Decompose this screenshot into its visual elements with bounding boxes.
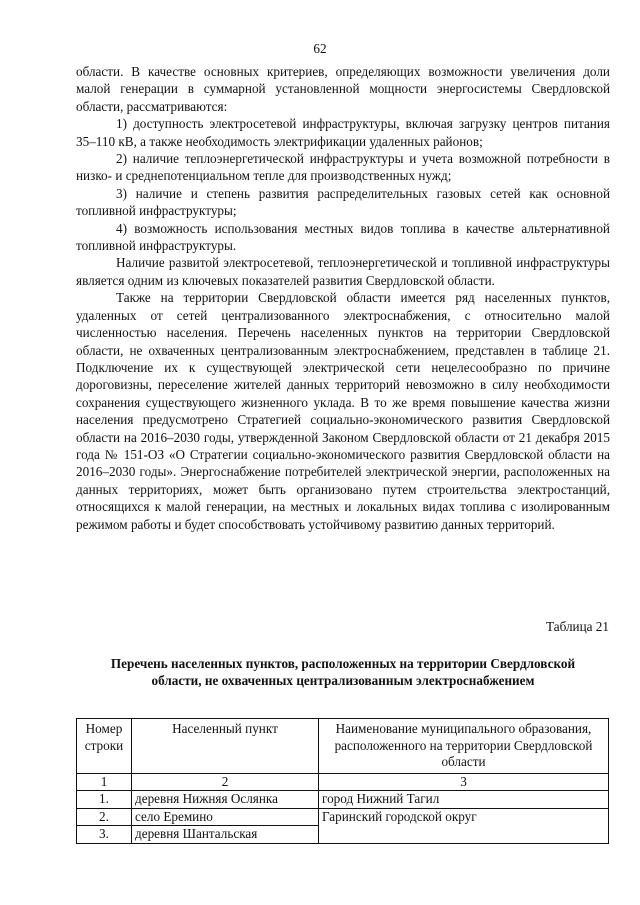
settlement-name: деревня Нижняя Ослянка — [132, 791, 319, 809]
table-row — [77, 791, 609, 809]
settlement-name: село Еремино — [132, 808, 319, 826]
header-row-number: Номер строки — [77, 719, 132, 774]
paragraph: области. В качестве основных критериев, определяющих возможности увеличения доли малой генерации в суммарной установленной мощности энергосистемы Свердловской области, рассматриваются: — [76, 64, 610, 114]
column-number: 1 — [77, 773, 132, 791]
row-number: 2. — [77, 808, 132, 826]
page-number: 62 — [313, 41, 327, 56]
paragraph: 4) возможность использования местных видов топлива в качестве альтернативной топливной инфраструктуры. — [76, 220, 610, 254]
paragraph: 3) наличие и степень развития распределительных газовых сетей как основной топливной инфраструктуры; — [76, 185, 610, 219]
column-number: 3 — [319, 773, 609, 791]
municipality-name: Гаринский городской округ — [319, 808, 609, 843]
municipality-name: город Нижний Тагил — [319, 791, 609, 809]
table-header-row — [77, 719, 609, 774]
paragraph: 1) доступность электросетевой инфраструктуры, включая загрузку центров питания 35–110 кВ, а также необходимость электрификации удаленных районов; — [76, 116, 610, 149]
paragraph: 2) наличие теплоэнергетической инфраструктуры и учета возможной потребности в низко- и среднепотенциальном тепле для производственных нужд; — [76, 151, 610, 184]
body-text — [76, 63, 610, 533]
row-number: 3. — [77, 826, 132, 844]
paragraph: Также на территории Свердловской области имеется ряд населенных пунктов, удаленных от сетей централизованного электроснабжения, с относительно малой численностью населения. Перечень населенных пунктов на территории Свердловской области, не охваченных централизованным электроснабжением, представлен в таблице 21. Подключение их к существующей электрической сети нецелесообразно по причине дороговизны, переселение жителей данных территорий невозможно в силу необходимости сохранения существующего жизненного уклада. В то же время повышение качества жизни населения предусмотрено Стратегией социально-экономического развития Свердловской области на 2016–2030 годы, утвержденной Законом Свердловской области от 21 декабря 2015 года № 151-ОЗ «О Стратегии социально-экономического развития Свердловской области на 2016–2030 годы». Энергоснабжение потребителей электрической энергии, расположенных на данных территориях, может быть организовано путем строительства электростанций, относящихся к малой генерации, на местных и локальных видах топлива с изолированным режимом работы и будет способствовать устойчивому развитию данных территорий. — [76, 290, 610, 532]
column-number-row — [77, 773, 609, 791]
table-caption: Таблица 21 — [546, 619, 609, 634]
column-number: 2 — [132, 773, 319, 791]
paragraph: Наличие развитой электросетевой, теплоэнергетической и топливной инфраструктуры является одним из ключевых показателей развития Свердловской области. — [76, 255, 610, 288]
table-title: Перечень населенных пунктов, расположенных на территории Свердловской области, не охваченных централизованным электроснабжением — [110, 656, 576, 688]
header-municipality: Наименование муниципального образования, расположенного на территории Свердловской области — [319, 719, 609, 774]
table-row — [77, 808, 609, 826]
header-settlement: Населенный пункт — [132, 719, 319, 774]
row-number: 1. — [77, 791, 132, 809]
settlements-table — [76, 718, 609, 844]
settlement-name: деревня Шантальская — [132, 826, 319, 844]
